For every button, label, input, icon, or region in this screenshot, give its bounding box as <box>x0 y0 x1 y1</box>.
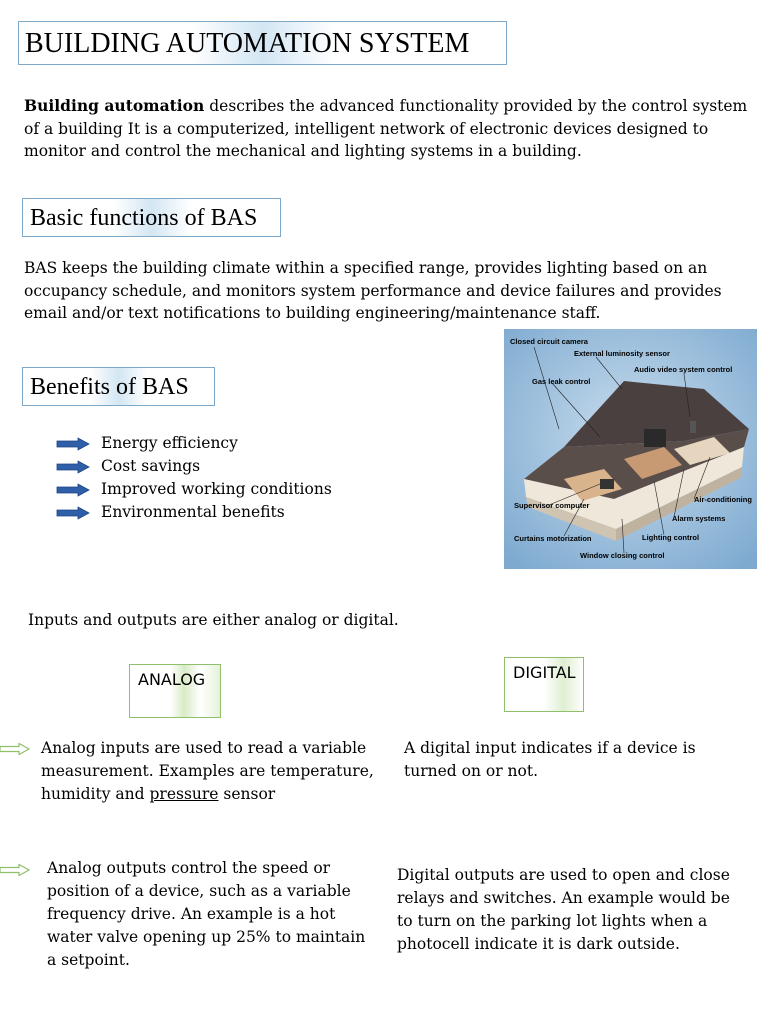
list-item <box>56 432 332 455</box>
benefits-heading: Benefits of BAS <box>22 367 215 406</box>
benefit-label: Improved working conditions <box>101 480 332 498</box>
label-alarm: Alarm systems <box>672 514 726 523</box>
basic-functions-heading: Basic functions of BAS <box>22 198 281 237</box>
intro-text: describes the advanced functionality provided by the control system of a building It is a computerized, intelligent network of electronic devices designed to monitor and control the mechanical and lighting systems in a building. <box>24 97 748 160</box>
label-supervisor: Supervisor computer <box>514 501 590 510</box>
label-lighting: Lighting control <box>642 533 700 542</box>
analog-inputs-part1: Analog inputs are used to read a variable measurement. Examples are temperature, humidity and <box>41 739 374 803</box>
list-item <box>56 455 332 478</box>
digital-output-text: Digital outputs are used to open and close relays and switches. An example would be to turn on the parking lot lights when a photocell indicate it is dark outside. <box>397 866 730 953</box>
arrow-right-icon <box>56 460 90 474</box>
arrow-right-icon <box>0 864 30 876</box>
building-illustration <box>504 329 757 569</box>
benefit-label: Energy efficiency <box>101 434 238 452</box>
analog-inputs-text <box>41 737 381 806</box>
io-intro-text: Inputs and outputs are either analog or digital. <box>28 611 399 629</box>
benefit-label: Cost savings <box>101 457 201 475</box>
label-air-conditioning: Air-conditioning <box>694 495 752 504</box>
arrow-right-icon <box>56 506 90 520</box>
analog-inputs-part2: sensor <box>218 785 276 803</box>
list-item <box>56 501 332 524</box>
analog-outputs-text: Analog outputs control the speed or position of a device, such as a variable frequency drive. An example is a hot water valve opening up 25% to maintain a setpoint. <box>47 859 366 969</box>
label-luminosity: External luminosity sensor <box>574 349 670 358</box>
page-title: BUILDING AUTOMATION SYSTEM <box>18 21 507 65</box>
pressure-link[interactable]: pressure <box>149 785 219 803</box>
label-window: Window closing control <box>580 551 665 560</box>
intro-paragraph <box>24 95 748 163</box>
arrow-right-icon <box>56 437 90 451</box>
basic-functions-paragraph: BAS keeps the building climate within a specified range, provides lighting based on an occupancy schedule, and monitors system performance and device failures and provides email and/or text notifications to building engineering/maintenance staff. <box>24 259 722 322</box>
label-gas-leak: Gas leak control <box>532 377 591 386</box>
list-item <box>56 478 332 501</box>
arrow-right-icon <box>56 483 90 497</box>
intro-bold-term: Building automation <box>24 96 205 115</box>
label-cctv: Closed circuit camera <box>510 337 588 346</box>
benefits-list <box>56 432 332 524</box>
digital-label-box: DIGITAL <box>504 657 584 712</box>
house-cutaway-image <box>504 329 757 569</box>
digital-input-text: A digital input indicates if a device is turned on or not. <box>404 739 696 780</box>
benefit-label: Environmental benefits <box>101 503 285 521</box>
analog-label-box: ANALOG <box>129 664 221 718</box>
arrow-right-icon <box>0 743 30 755</box>
label-audio-video: Audio video system control <box>634 365 733 374</box>
label-curtains: Curtains motorization <box>514 534 592 543</box>
